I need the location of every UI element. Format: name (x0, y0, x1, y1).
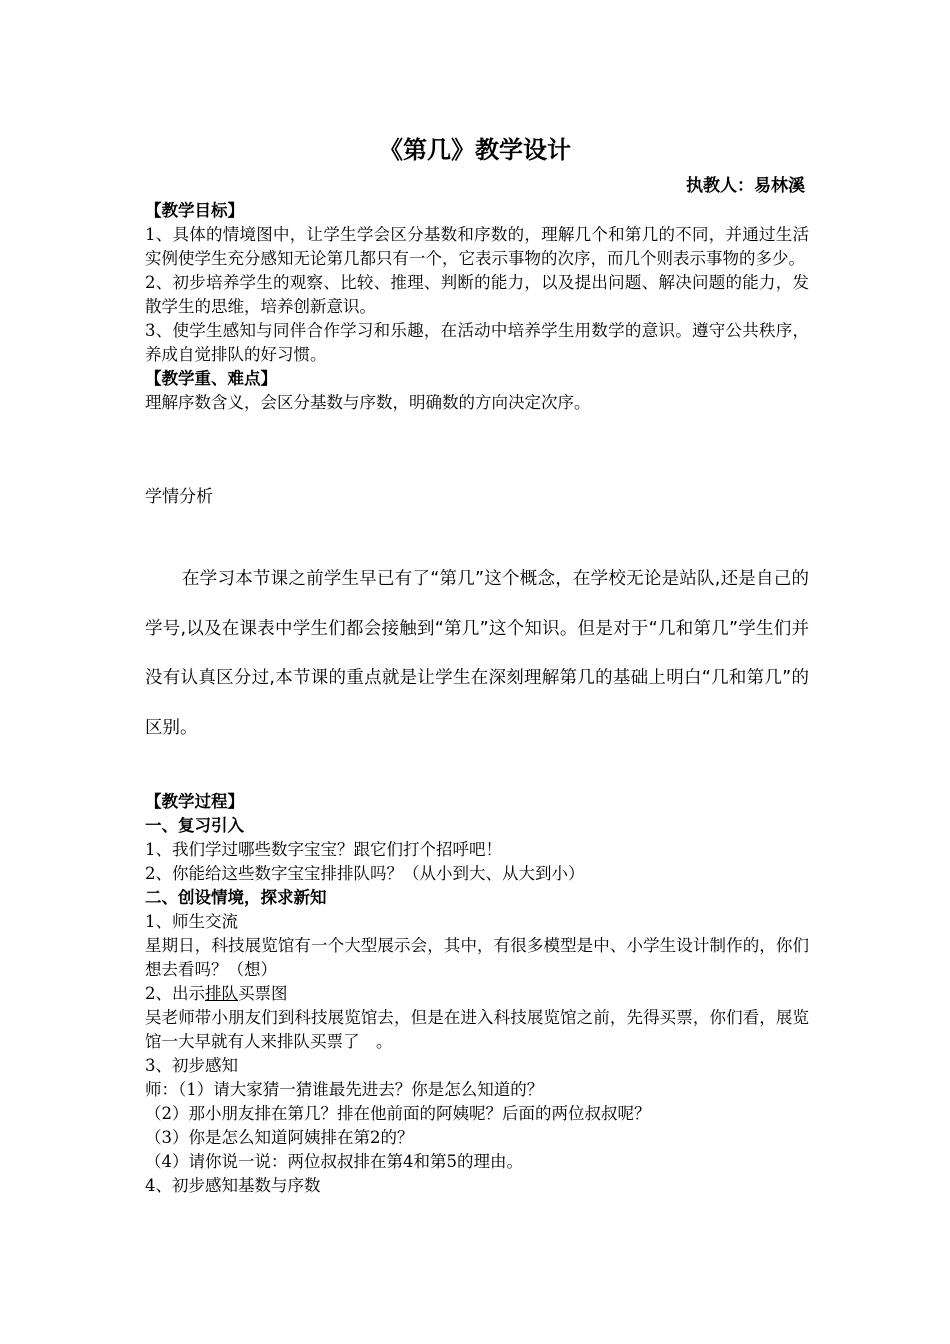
author-line: 执教人：易林溪 (686, 176, 805, 196)
section1-item-2: 2、你能给这些数字宝宝排排队吗？（从小到大、从大到小） (145, 864, 585, 883)
goal-item-2: 2、初步培养学生的观察、比较、推理、判断的能力，以及提出问题、解决问题的能力，发散学生的思维，培养创新意识。 (145, 273, 809, 316)
s2-item2-prefix: 2、出示 (145, 984, 205, 1003)
s2-item3-line-3: （3）你是怎么知道阿姨排在第2的？ (145, 1128, 414, 1147)
analysis-paragraph: 在学习本节课之前学生早已有了“第几”这个概念，在学校无论是站队,还是自己的学号,以及在课表中学生们都会接触到“第几”这个知识。但是对于“几和第几”学生们并没有认真区分过,本节课的重点就是让学生在深刻理解第几的基础上明白“几和第几”的区别。 (145, 569, 809, 738)
goal-item-3: 3、使学生感知与同伴合作学习和乐趣，在活动中培养学生用数学的意识。遵守公共秩序，养成自觉排队的好习惯。 (145, 321, 809, 364)
goals-section (145, 199, 809, 415)
goals-heading: 【教学目标】 (145, 201, 244, 220)
analysis-title: 学情分析 (145, 487, 213, 507)
s2-item2-suffix: 买票图 (238, 984, 288, 1003)
s2-item3-line-2: （2）那小朋友排在第几？排在他前面的阿姨呢？后面的两位叔叔呢？ (145, 1104, 651, 1123)
key-points-text: 理解序数含义，会区分基数与序数，明确数的方向决定次序。 (145, 393, 591, 412)
s2-item4-title: 4、初步感知基数与序数 (145, 1176, 321, 1195)
process-heading: 【教学过程】 (145, 792, 244, 811)
s2-item1-text: 星期日，科技展览馆有一个大型展示会，其中，有很多模型是中、小学生设计制作的，你们想去看吗？（想） (145, 936, 809, 979)
section2-heading: 二、创设情境，探求新知 (145, 888, 327, 907)
section1-item-1: 1、我们学过哪些数字宝宝？跟它们打个招呼吧！ (145, 840, 502, 859)
s2-item2-text: 吴老师带小朋友们到科技展览馆去，但是在进入科技展览馆之前，先得买票，你们看，展览馆一大早就有人来排队买票了 。 (145, 1008, 809, 1051)
s2-item3-title: 3、初步感知 (145, 1056, 238, 1075)
goal-item-1: 1、具体的情境图中，让学生学会区分基数和序数的，理解几个和第几的不同，并通过生活实例使学生充分感知无论第几都只有一个，它表示事物的次序，而几个则表示事物的多少。 (145, 225, 809, 268)
document-title: 《第几》教学设计 (379, 136, 571, 164)
s2-item3-line-4: （4）请你说一说：两位叔叔排在第4和第5的理由。 (145, 1152, 523, 1171)
key-points-heading: 【教学重、难点】 (145, 369, 277, 388)
s2-item2-title (145, 982, 809, 1006)
s2-item2-underlined: 排队 (205, 984, 238, 1003)
s2-item1-title: 1、师生交流 (145, 912, 238, 931)
section1-heading: 一、复习引入 (145, 816, 244, 835)
s2-item3-line-1: 师：（1）请大家猜一猜谁最先进去？你是怎么知道的？ (145, 1080, 544, 1099)
process-section (145, 790, 809, 1198)
